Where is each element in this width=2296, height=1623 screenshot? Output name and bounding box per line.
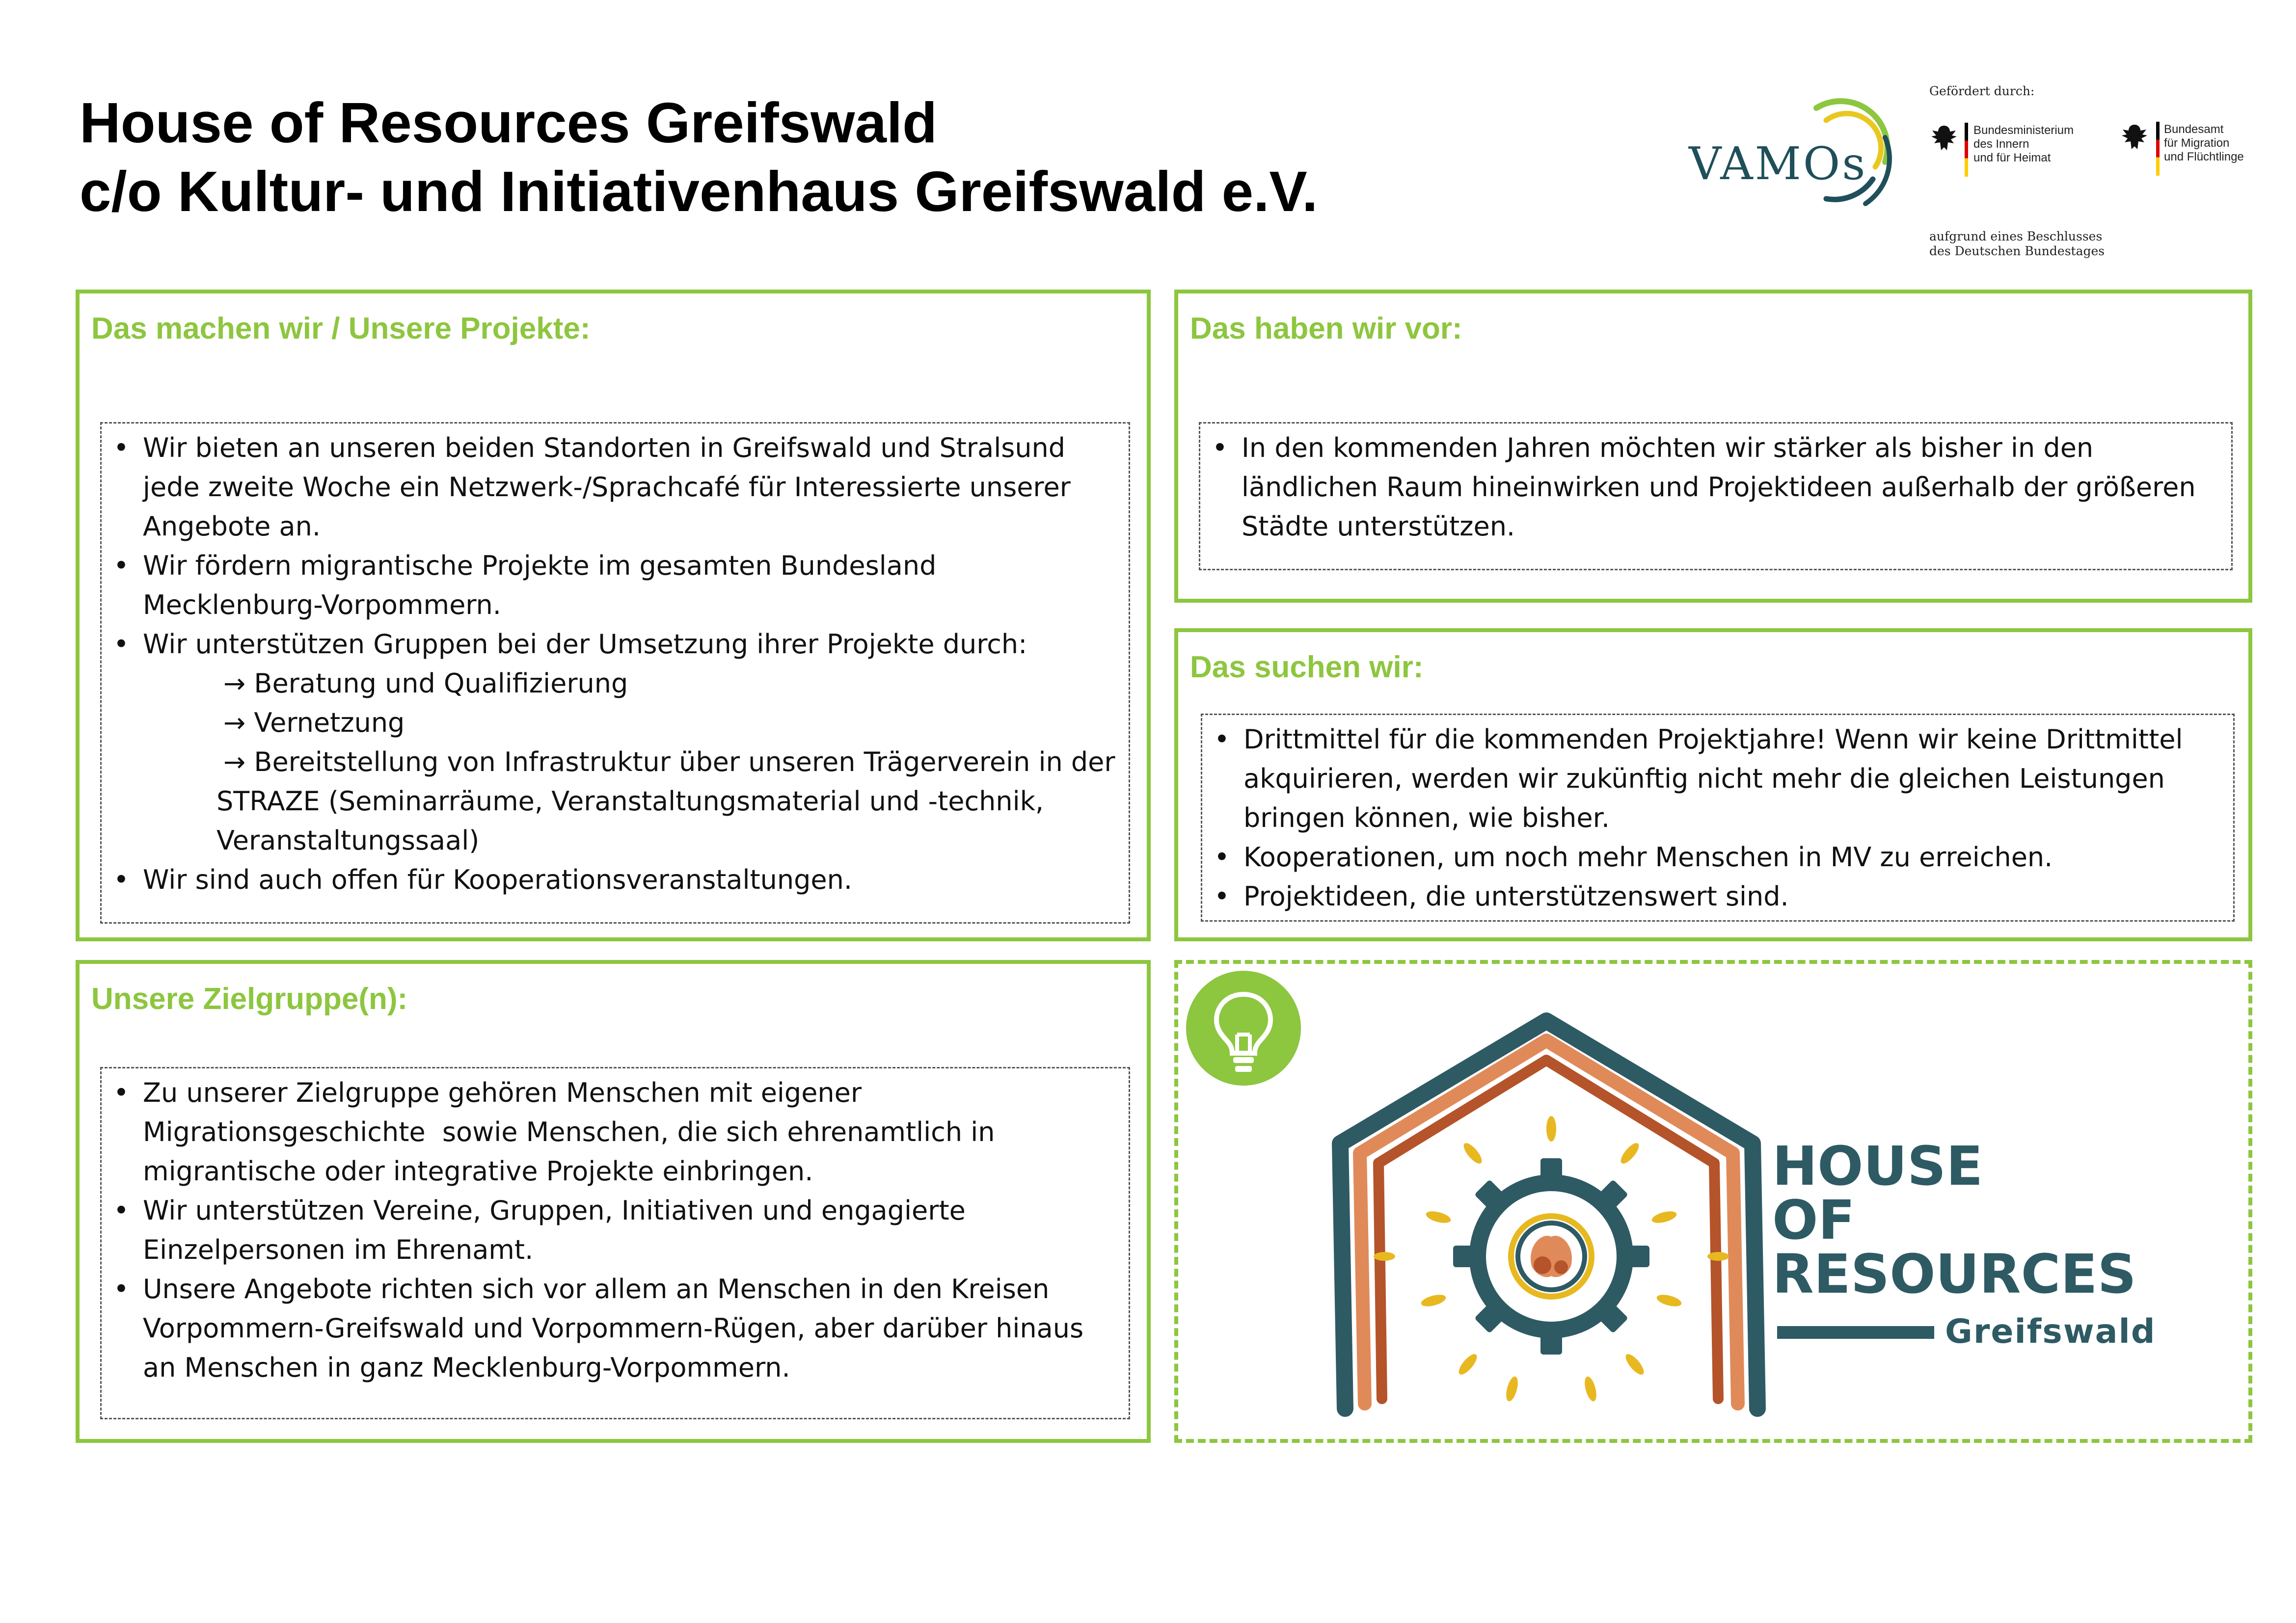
sub-item: → Beratung und Qualifizierung [223, 668, 628, 699]
list-item: • Wir sind auch offen für Kooperationsveranstaltungen. [113, 860, 1117, 900]
list-item: • Unsere Angebote richten sich vor allem an Menschen in den Kreisen [113, 1270, 1117, 1309]
funding-label: Gefördert durch: [1929, 84, 2035, 98]
list-item-continuation: Mecklenburg-Vorpommern. [143, 589, 501, 620]
federal-eagle-icon [1929, 123, 1959, 157]
german-flag-bar [1965, 123, 1968, 177]
logo-line-of: OF [1772, 1189, 1855, 1251]
plans-heading: Das haben wir vor: [1190, 312, 1462, 346]
page-title [80, 88, 1318, 226]
projects-heading: Das machen wir / Unsere Projekte: [91, 312, 591, 346]
lightbulb-icon [1186, 971, 1301, 1086]
list-item: • Wir bieten an unseren beiden Standorten in Greifswald und Stralsund [113, 428, 1117, 468]
list-item: • Wir unterstützen Gruppen bei der Umsetzung ihrer Projekte durch: [113, 625, 1117, 664]
title-line-2: c/o Kultur- und Initiativenhaus Greifswald e.V. [80, 160, 1318, 223]
house-icon [1325, 1011, 2160, 1423]
list-item: • Kooperationen, um noch mehr Menschen in MV zu erreichen. [1214, 838, 2221, 877]
target-heading: Unsere Zielgruppe(n): [91, 982, 408, 1016]
target-box [76, 960, 1151, 1443]
german-flag-bar [2156, 122, 2160, 176]
list-item-continuation: Vorpommern-Greifswald und Vorpommern-Rügen, aber darüber hinaus [143, 1313, 1084, 1344]
search-box [1174, 628, 2252, 941]
list-item: • Wir unterstützen Vereine, Gruppen, Initiativen und engagierte [113, 1191, 1117, 1230]
vamos-logo [1679, 93, 1934, 216]
house-of-resources-logo [1325, 1011, 2160, 1423]
projects-box [76, 290, 1151, 941]
list-item-continuation: Städte unterstützen. [1242, 511, 1515, 542]
sub-item-continuation: STRAZE (Seminarräume, Veranstaltungsmaterial und -technik, [216, 786, 1044, 817]
list-item-continuation: akquirieren, werden wir zukünftig nicht mehr die gleichen Leistungen [1243, 763, 2165, 794]
search-list [1201, 714, 2235, 922]
list-item-continuation: bringen können, wie bisher. [1243, 802, 1610, 833]
list-item: • Wir fördern migrantische Projekte im gesamten Bundesland [113, 546, 1117, 585]
ministry2-line1: Bundesamt [2164, 123, 2224, 136]
list-item: • In den kommenden Jahren möchten wir stärker als bisher in den [1212, 428, 2219, 468]
vamos-wordmark: VAMOs [1689, 137, 1867, 190]
list-item-continuation: an Menschen in ganz Mecklenburg-Vorpommern. [143, 1352, 790, 1383]
list-item: • Zu unserer Zielgruppe gehören Menschen mit eigener [113, 1073, 1117, 1113]
list-item-continuation: Migrationsgeschichte sowie Menschen, die sich ehrenamtlich in [143, 1117, 995, 1147]
sub-item: → Vernetzung [223, 707, 405, 738]
ministry2-line2: für Migration [2164, 136, 2230, 150]
list-item: • Projektideen, die unterstützenswert sind. [1214, 877, 2221, 916]
sub-item: → Bereitstellung von Infrastruktur über unseren Trägerverein in der [223, 746, 1115, 777]
decision-line-1: aufgrund eines Beschlusses [1929, 229, 2103, 243]
list-item: • Drittmittel für die kommenden Projektjahre! Wenn wir keine Drittmittel [1214, 720, 2221, 759]
list-item-continuation: Einzelpersonen im Ehrenamt. [143, 1234, 534, 1265]
projects-list [100, 422, 1130, 924]
list-item-continuation: ländlichen Raum hineinwirken und Projektideen außerhalb der größeren [1242, 472, 2196, 503]
logo-line-greifswald: Greifswald [1945, 1312, 2156, 1351]
ministry1-line2: des Innern [1973, 137, 2029, 151]
list-item-continuation: migrantische oder integrative Projekte einbringen. [143, 1156, 813, 1187]
federal-eagle-icon [2120, 122, 2149, 156]
list-item-continuation: Angebote an. [143, 511, 321, 542]
funding-logos [1929, 83, 2283, 270]
plans-list [1199, 422, 2233, 570]
plans-box [1174, 290, 2252, 603]
list-item-continuation: jede zweite Woche ein Netzwerk-/Sprachcafé für Interessierte unserer [143, 472, 1071, 503]
title-line-1: House of Resources Greifswald [80, 91, 937, 155]
ministry2-line3: und Flüchtlinge [2164, 150, 2244, 163]
ministry1-line1: Bundesministerium [1973, 124, 2074, 137]
sub-item-continuation: Veranstaltungssaal) [216, 825, 480, 856]
decision-line-2: des Deutschen Bundestages [1929, 244, 2105, 258]
search-heading: Das suchen wir: [1190, 650, 1424, 684]
logo-line-house: HOUSE [1772, 1135, 1983, 1197]
target-list [100, 1067, 1130, 1419]
ministry1-line3: und für Heimat [1973, 151, 2051, 164]
logo-line-resources: RESOURCES [1772, 1243, 2136, 1305]
